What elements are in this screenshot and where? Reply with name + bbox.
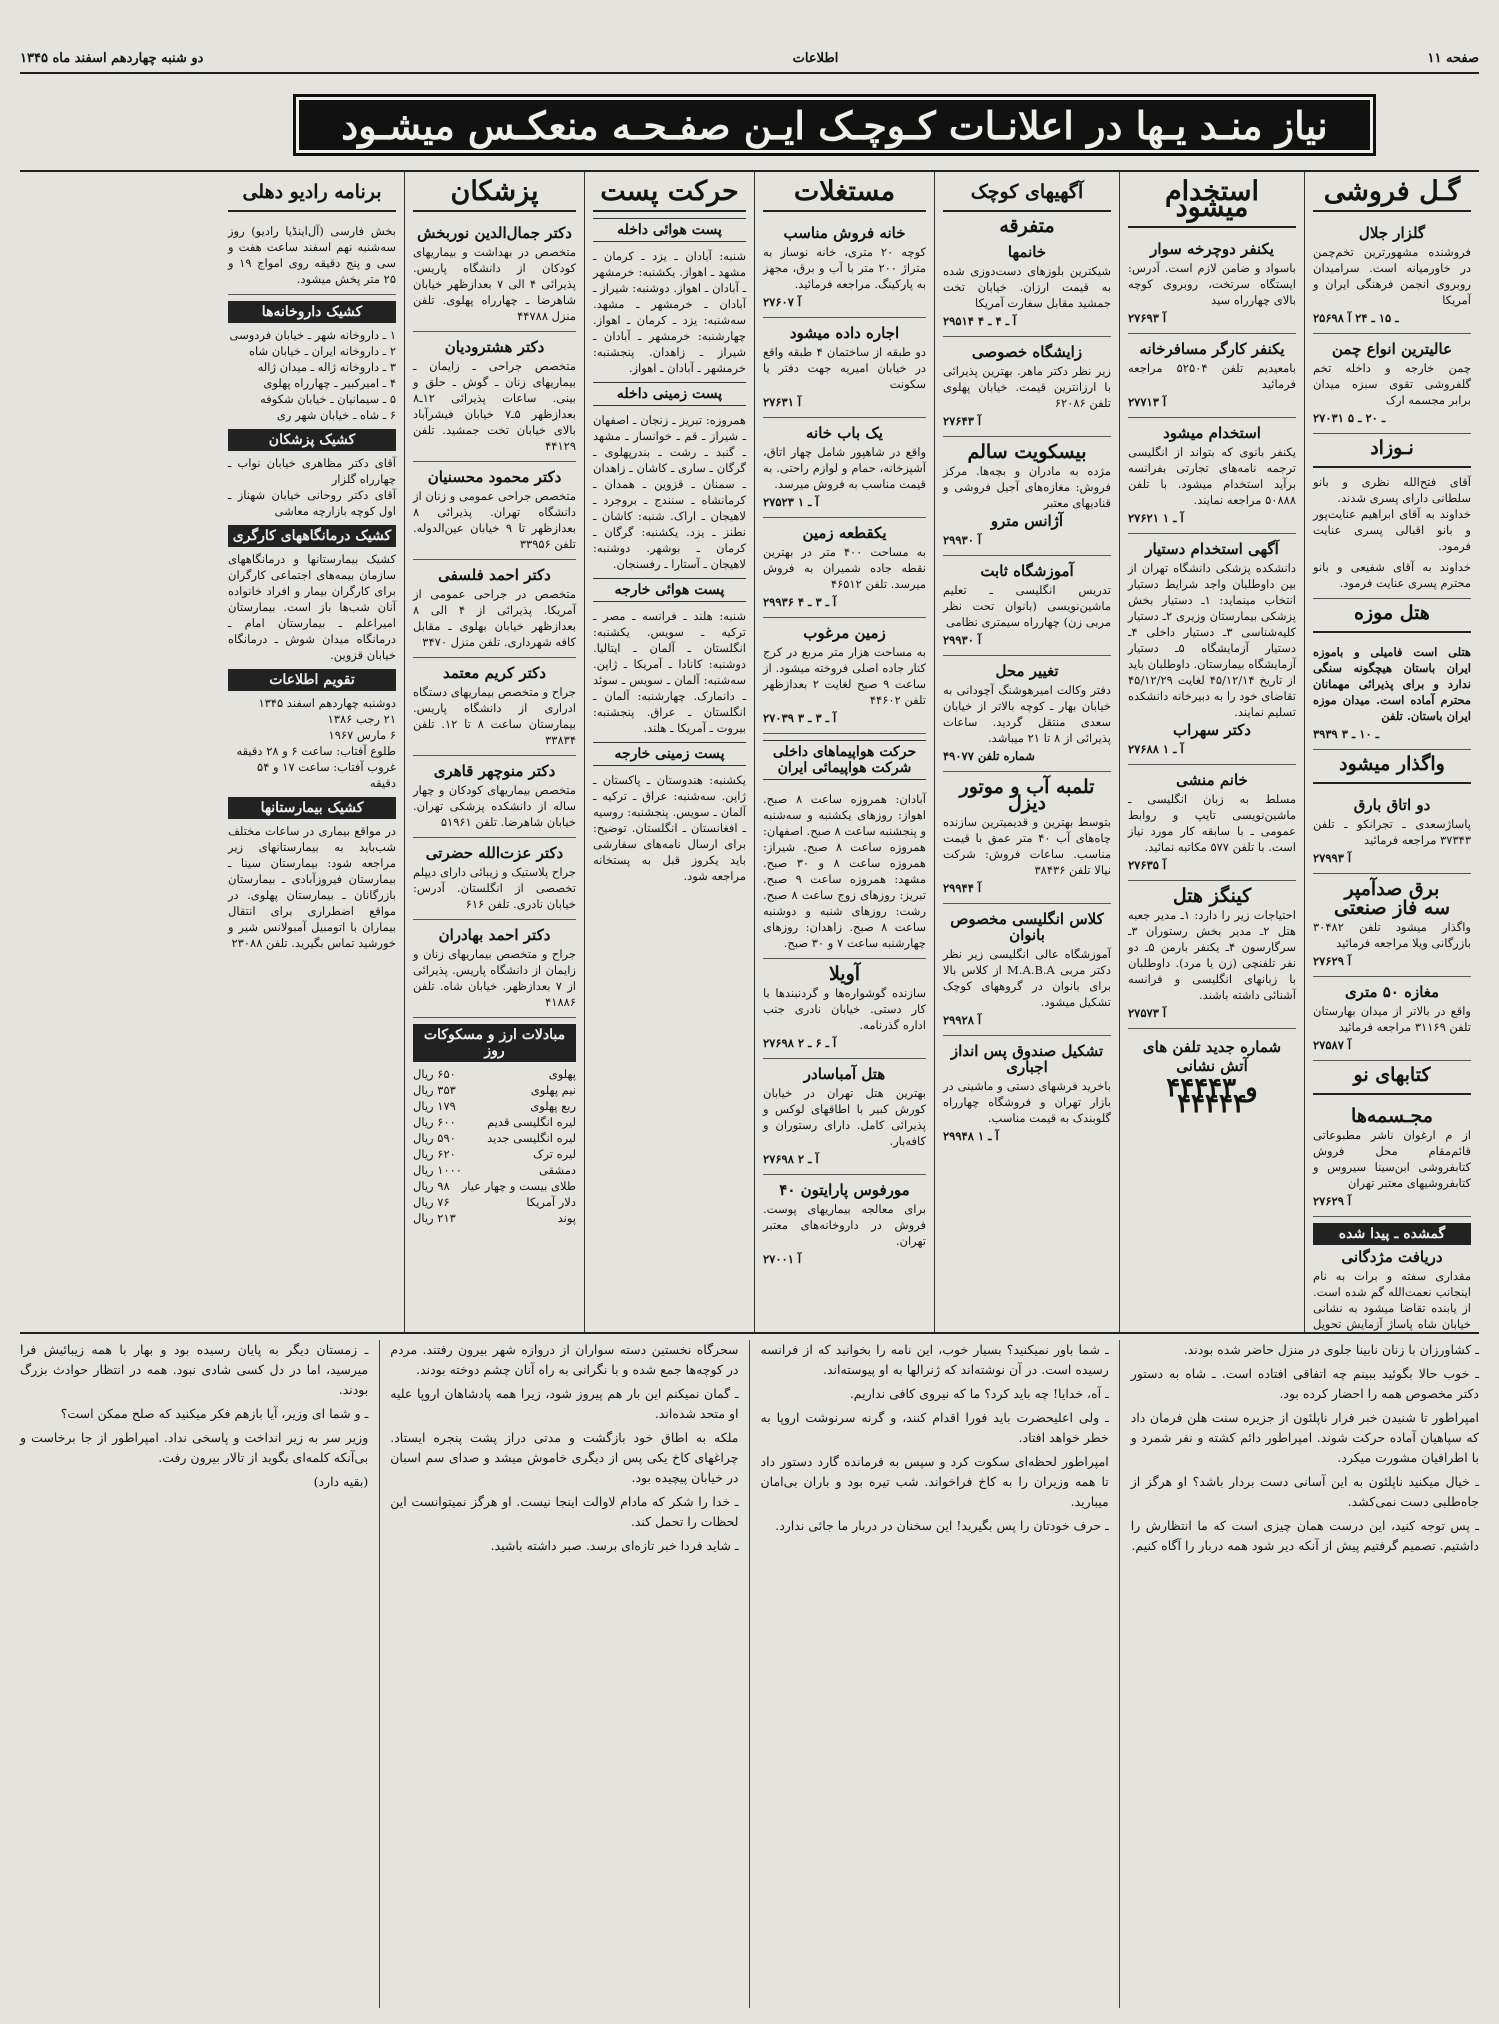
story-paragraph: ـ خدا را شکر که مادام لاوالت اینجا نیست. او هرگز نمیتوانست این لحظات را تحمل کند.: [390, 1494, 739, 1529]
currency-name: نیم پهلوی: [530, 1083, 576, 1097]
ad-heading: زایشگاه خصوصی: [971, 343, 1083, 361]
currency-rate: ۲۱۳ ریال: [413, 1211, 456, 1225]
ad-code: ۲۹۹۳۶ آ ـ ۳ ـ ۴: [763, 595, 837, 609]
ad-item: [1313, 874, 1471, 977]
currency-rate: ۱۰۰۰ ریال: [413, 1163, 462, 1177]
fire-phone-number: ۴۴۴۴۳ و ۴۴۴۴۴: [1166, 1073, 1258, 1119]
ad-text: واقع در شاهپور شامل چهار اتاق، آشپزخانه، حمام و لوازم راحتی. به قیمت مناسب به فروش میرسد.: [763, 445, 926, 491]
story-paragraph: ـ و شما ای وزیر، آیا بازهم فکر میکنید که صلح ممکن است؟: [60, 1406, 369, 1421]
currency-name: دلار آمریکا: [526, 1195, 576, 1209]
ad-heading: بیسکویت سالم: [967, 441, 1087, 463]
story-paragraph: امپراطور لحظه‌ای سکوت کرد و سپس به فرمانده گارد دستور داد تا همه وزیران را به کاخ فراخواند. شب تیره بود و باران بی‌امان میبارید.: [760, 1454, 1109, 1509]
ad-item: [763, 1059, 926, 1175]
ad-code: ۲۷۰۳۱ ـ ۲۰ ـ ۵: [1313, 411, 1386, 425]
pharmacy-item: ۵ ـ سیمانیان ـ خیابان شکوفه: [260, 392, 396, 406]
domestic-land-mail-text: همروزه: تبریز ـ زنجان ـ اصفهان ـ شیراز ـ قم ـ خوانسار ـ مشهد ـ گنبد ـ رشت ـ بندرپهلوی ـ گرگان ـ ساری ـ کاشان ـ زاهدان ـ سمنان ـ قزوین ـ همدان ـ کرمانشاه ـ سنندج ـ بروجرد ـ لاهیجان ـ اراک. شنبه: کاشان ـ نطنز ـ یزد. یکشنبه: گرگان ـ کرمان ـ بوشهر. دوشنبه: لاهیجان ـ آستارا ـ رفسنجان.: [593, 413, 746, 571]
ad-item: [943, 772, 1111, 904]
ad-code: ۲۷۶۴۳ آ: [943, 414, 982, 428]
ad-heading: گلزار جلال: [1358, 224, 1426, 242]
births-title: نـوزاد: [1313, 434, 1471, 468]
pharmacy-item: ۲ ـ داروخانه ایران ـ خیابان شاه: [248, 344, 396, 358]
ad-item: [763, 959, 926, 1059]
doctor-name: دکتر احمد فلسفی: [438, 566, 551, 584]
hospitals-text: در مواقع بیماری در ساعات مختلف شب‌باید به بیمارستانهای زیر مراجعه شود: بیمارستان سینا ـ بیمارستان فیروزآبادی ـ بیمارستان بازرگانان ـ بیمارستان پهلوی. در مواقع اضطراری برای انتقال بیماران با اتومبیل آمبولانس شیر و خورشید تماس بگیرید. تلفن ۲۳۰۸۸: [228, 824, 396, 950]
doctor-details: جراح و متخصص بیماریهای دستگاه ادراری از دانشگاه پاریس. بیمارستان ساعت ۸ تا ۱۲. تلفن ۳۳۸۳۴: [413, 685, 577, 747]
ad-text: چمن خارجه و داخله تخم گلفروشی تقوی سبزه میدان برابر مجسمه ارک: [1313, 361, 1471, 407]
pharmacy-item: ۶ ـ شاه ـ خیابان شهر ری: [276, 408, 396, 422]
foreign-air-mail-text: شنبه: هلند ـ فرانسه ـ مصر ـ ترکیه ـ سویس. یکشنبه: انگلستان ـ آلمان ـ ایتالیا. دوشنبه: کانادا ـ آمریکا ـ ژاپن. سه‌شنبه: آلمان ـ سویس ـ سوئد ـ دانمارک. چهارشنبه: آلمان ـ انگلستان ـ عراق. پنجشنبه: بیروت ـ آمریکا ـ هلند.: [593, 609, 746, 735]
currency-name: پهلوی: [548, 1067, 576, 1081]
birth-note: خداوند به آقای شفیعی و بانو محترم پسری عنایت فرمود.: [1313, 554, 1471, 599]
classified-banner: نیاز منـد یـها در اعلانـات کـوچـک ایـن صفـحـه منعکـس میشـود: [293, 94, 1376, 156]
labor-clinics-title: کشیک درمانگاههای کارگری: [228, 525, 396, 547]
ad-text: احتیاجات زیر را دارد: ۱ـ مدیر جعبه هتل ۲ـ مدیر بخش رستوران ۳ـ سرگارسون ۴ـ یکنفر بارمن ۵ـ دو نفر تلفنچی (زن یا مرد). داوطلبان با زبانهای انگلیسی و فرانسه آشنائی داشته باشند.: [1128, 908, 1296, 1002]
doctor-ad: [413, 756, 576, 838]
calendar-line: غروب آفتاب: ساعت ۱۷ و ۵۴ دقیقه: [257, 760, 396, 790]
hotel-ad: [1313, 639, 1471, 750]
issue-date: دو شنبه چهاردهم اسفند ماه ۱۳۴۵: [20, 50, 204, 66]
ad-item: [763, 1175, 926, 1274]
hospitals-title: کشیک بیمارستانها: [228, 797, 396, 819]
doctor-details: متخصص بیماریهای کودکان و چهار ساله از دانشکده پزشکی تهران. خیابان شاهرضا. تلفن ۵۱۹۶۱: [413, 783, 576, 829]
ad-text: هتلی است فامیلی و باموزه ایران باستان هیچگونه سنگی ندارد و برای پذیرائی مهمانان محترم آماده است. میدان موزه ایران باستان. تلفن: [1313, 645, 1471, 723]
ad-text: بهترین هتل تهران در خیابان کورش کبیر با اطاقهای لوکس و پذیرائی کامل. دارای رستوران و کافه‌بار.: [763, 1086, 926, 1148]
ad-heading: هتل آمباسادر: [803, 1065, 886, 1083]
doctors-on-call-title: کشیک پزشکان: [228, 429, 396, 451]
ad-text: پاساژسعدی ـ تجرانکو ـ تلفن ۳۷۳۴۳ مراجعه فرمائید: [1313, 817, 1471, 847]
pharmacy-item: ۳ ـ داروخانه ژاله ـ میدان ژاله: [257, 360, 396, 374]
doctor-ad: [413, 218, 576, 332]
currency-row: [413, 1146, 576, 1162]
ad-item: [763, 518, 926, 618]
ad-text: به مساحت ۴۰۰ متر در بهترین نقطه جاده شمیران به فروش میرسد. تلفن ۴۶۵۱۲: [763, 545, 926, 591]
doctor-ad: [413, 560, 576, 658]
ad-code: ۲۹۹۲۸ آ: [943, 1013, 982, 1027]
domestic-air-mail-text: شنبه: آبادان ـ یزد ـ کرمان ـ مشهد ـ اهواز. یکشنبه: خرمشهر ـ آبادان ـ اهواز. دوشنبه: شیراز ـ آبادان ـ خرمشهر ـ مشهد. سه‌شنبه: یزد ـ کرمان ـ اهواز. چهارشنبه: خرمشهر ـ آبادان ـ شیراز ـ زاهدان. پنجشنبه: خرمشهر ـ آبادان ـ اهواز.: [593, 249, 746, 375]
currency-rate: ۵۹۰ ریال: [413, 1131, 456, 1145]
ad-heading: مغازه ۵۰ متری: [1344, 983, 1440, 1001]
story-paragraph: ـ زمستان دیگر به پایان رسیده بود و بهار با همه زیبائیش فرا میرسید، اما در دل کسی شادی نبود. همه در انتظار حوادث بزرگ بودند.: [20, 1342, 369, 1397]
ad-text: تدریس انگلیسی ـ تعلیم ماشین‌نویسی (بانوان تحت نظر مربی زن) چهارراه سیمتری نظامی: [943, 583, 1111, 629]
column-title: مستغلات: [763, 178, 926, 212]
radio-schedule: بخش فارسی (آل‌اینڈیا رادیو) روز سه‌شنبه نهم اسفند ساعت هفت و سی و پنج دقیقه روی امواج ۱۹ و ۲۵ متر پخش میشود.: [228, 218, 396, 295]
ad-text: باسواد و ضامن لازم است. آدرس: ایستگاه سرتخت، روبروی کوچه بالای چهارراه سید: [1128, 261, 1296, 307]
doctor-details: متخصص جراحی ـ زایمان ـ بیماریهای زنان ـ گوش ـ حلق و بینی. ساعات پذیرائی ۱۲ـ۸ بعدازظهر ۵ـ۷ خیابان فیشرآباد بالای خیابان تخت جمشید. تلفن ۴۴۱۲۹: [413, 359, 576, 453]
currency-rate: ۶۰۰ ریال: [413, 1115, 456, 1129]
ad-heading: آگهی استخدام دستیار: [1145, 540, 1279, 558]
doctor-name: دکتر کریم معتمد: [443, 664, 546, 682]
domestic-air-mail-title: پست هوائی داخله: [593, 218, 746, 242]
doctor-ad: [413, 658, 576, 756]
ad-text: شیکترین بلوزهای دست‌دوزی شده به قیمت ارزان. خیابان تخت جمشید مقابل سفارت آمریکا: [943, 264, 1111, 310]
ad-item: [943, 556, 1111, 656]
currency-rate: ۱۷۹ ریال: [413, 1099, 456, 1113]
foreign-land-mail-text: یکشنبه: هندوستان ـ پاکستان ـ ژاپن. سه‌شنبه: عراق ـ ترکیه ـ آلمان ـ سویس. پنجشنبه: روسیه ـ افغانستان ـ انگلستان. توضیح: برای ارسال نامه‌های سفارشی باید یکروز قبل به پستخانه مراجعه شود.: [593, 773, 746, 883]
ad-text: دفتر وکالت امیرهوشنگ آچودانی به خیابان بهار ـ کوچه بالاتر از خیابان سعدی منتقل گردید. ساعات پذیرائی از ۸ تا ۲۱ میباشد.: [943, 683, 1111, 745]
ad-code: شماره تلفن ۴۹۰۷۷: [943, 749, 1035, 763]
hotel-title: هتل موزه: [1313, 599, 1471, 633]
ad-item: [1128, 234, 1296, 334]
doctor-details: جراح پلاستیک و زیبائی دارای دیپلم تخصصی از انگلستان. آدرس: خیابان نادری. تلفن ۶۱۶: [413, 865, 576, 911]
ad-heading: آویلا: [828, 963, 861, 985]
birth-note: خداوند به آقای ابراهیم عنایت‌پور و بانو اقبالی پسری عنایت فرمود.: [1313, 507, 1471, 553]
doctor-ad: [413, 462, 576, 560]
ad-code: ۲۷۶۸۸ آ ـ ۱: [1128, 742, 1184, 756]
story-paragraph: ـ خیال میکنید ناپلئون به این آسانی دست بردار باشد؟ او هرگز از جاه‌طلبی دست نمی‌کشد.: [1130, 1474, 1479, 1509]
ad-heading: آژانس مترو: [990, 512, 1064, 530]
rentals-title: واگذار میشود: [1313, 750, 1471, 784]
serial-story: [20, 1340, 1479, 2008]
ad-text: سازنده گوشواره‌ها و گردنبندها با کار دستی. خیابان نادری جنب اداره گذرنامه.: [763, 986, 926, 1032]
paper-name: اطلاعات: [792, 50, 839, 66]
ad-code: ۲۷۶۲۱ آ ـ ۱: [1128, 511, 1184, 525]
ad-code: ۲۹۵۱۴ آ ـ ۴ ـ ۴: [943, 314, 1017, 328]
currency-row: [413, 1114, 576, 1130]
ad-code: ۲۷۰۳۹ آ ـ ۳ ـ ۳: [763, 711, 837, 725]
ad-code: ۲۷۶۲۹ آ: [1313, 954, 1352, 968]
ad-text: آموزشگاه عالی انگلیسی زیر نظر دکتر مربی M.A.B.A از کلاس بالا برای بانوان در گروههای کوچک تشکیل میشود.: [943, 947, 1111, 1009]
ad-item: [1128, 334, 1296, 418]
doctor-ad: [413, 920, 576, 1018]
ad-item: [943, 656, 1111, 772]
ad-text: بامعیدیم تلفن ۵۲۵۰۴ مراجعه فرمائید: [1128, 361, 1296, 391]
ad-text: مژده به مادران و بچه‌ها. مرکز فروش: مغازه‌های آجیل فروشی و قنادیهای معتبر: [943, 464, 1111, 510]
currency-name: ربع پهلوی: [530, 1099, 576, 1113]
story-paragraph: ـ شاید فردا خبر تازه‌ای برسد. صبر داشته باشید.: [490, 1538, 739, 1553]
ad-heading: یکقطعه زمین: [802, 524, 887, 542]
ad-heading: سه فاز صنعتی: [1334, 897, 1450, 919]
doctor-name: دکتر هشترودیان: [444, 338, 545, 356]
ad-code: ۳۹۳۹ ـ ۱۰ ـ ۳: [1313, 727, 1380, 741]
fire-dept-label: آتش نشانی: [1176, 1057, 1248, 1075]
ad-text: بتوسط بهترین و قدیمیترین سازنده چاه‌های آب ۴۰ متر عمق با قیمت مناسب. ساعات فروش: شرکت نیالا تلفن ۳۸۴۳۶: [943, 815, 1111, 877]
lost-found-title: گمشده ـ پیدا شده: [1313, 1223, 1471, 1245]
column-title: استخدام میشود: [1128, 178, 1296, 228]
foreign-air-mail-title: پست هوائی خارجه: [593, 578, 746, 602]
ad-text: واگذار میشود تلفن ۳۰۴۸۲ بازرگانی ویلا مراجعه فرمائید: [1313, 920, 1471, 950]
ad-heading: دو اتاق بارق: [1353, 796, 1431, 814]
ad-code: ۲۷۵۸۷ آ: [1313, 1038, 1352, 1052]
ad-heading: دریافت مژدگانی: [1341, 1248, 1443, 1266]
ad-item: [1128, 765, 1296, 881]
ad-item: [943, 904, 1111, 1036]
domestic-flights-text: آبادان: همروزه ساعت ۸ صبح. اهواز: روزهای یکشنبه و سه‌شنبه و پنجشنبه ساعت ۸ صبح. اصفهان: همروزه ساعت ۸ صبح. شیراز: همروزه ساعت ۸ و ۳۰ صبح. مشهد: همروزه ساعت ۹ صبح. تبریز: روزهای زوج ساعت ۸ صبح. رشت: روزهای شنبه و دوشنبه ساعت ۸ صبح. زاهدان: روزهای چهارشنبه ساعت ۷ و ۳۰ صبح.: [763, 786, 926, 959]
ad-heading: زمین مرغوب: [803, 624, 886, 642]
ad-item: [1313, 218, 1471, 334]
currency-row: [413, 1162, 576, 1178]
column-title: آگهیهای کوچک: [943, 178, 1111, 212]
ad-heading: خانمها: [1007, 243, 1047, 261]
ad-text: مقداری سفته و برات به نام اینجانب نعمت‌الله گم شده است. از یابنده تقاضا میشود به نشانی خیابان شاه پاساژ آزمایش تحویل: [1313, 1269, 1471, 1331]
column-post: [584, 172, 754, 1332]
doctor-details: متخصص در بهداشت و بیماریهای کودکان از دانشگاه پاریس. پذیرائی ۴ الی ۷ بعدازظهر خیابان شاهرضا ـ چهارراه پهلوی. تلفن منزل ۴۴۷۸۸: [413, 245, 576, 323]
ad-code: ۲۷۰۰۱ آ: [763, 1252, 802, 1266]
fire-phone-heading: شماره جدید تلفن های: [1142, 1038, 1282, 1056]
column-employment: [1119, 172, 1304, 1332]
column-title: پزشکان: [413, 178, 576, 212]
ad-text: دو طبقه از ساختمان ۴ طبقه واقع در خیابان امیریه جهت دفتر یا سکونت: [763, 345, 926, 391]
ad-item: [1128, 418, 1296, 534]
ad-heading: خانه فروش مناسب: [783, 224, 906, 242]
calendar-title: تقویم اطلاعات: [228, 669, 396, 691]
ad-heading: تلمبه آب و موتور دیزل: [959, 776, 1095, 814]
currency-name: پوند: [557, 1211, 576, 1225]
currency-row: [413, 1098, 576, 1114]
ad-code: ۲۷۶۹۳ آ: [1128, 311, 1167, 325]
ad-code: ۲۹۹۳۰ آ: [943, 533, 982, 547]
currency-title: مبادلات ارز و مسکوکات روز: [413, 1024, 576, 1062]
ad-code: ۲۹۹۳۰ آ: [943, 633, 982, 647]
story-paragraph: ـ حرف خودتان را پس بگیرید! این سخنان در دربار ما جائی ندارد.: [775, 1518, 1109, 1533]
ad-heading: یکنفر کارگر مسافرخانه: [1139, 340, 1285, 358]
currency-rate: ۹۸ ریال: [413, 1179, 450, 1193]
books-title: کتابهای نو: [1313, 1061, 1471, 1095]
ad-heading: مورفوس پارایتون ۴۰: [779, 1181, 910, 1199]
column-doctors: [404, 172, 584, 1332]
currency-name: طلای بیست و چهار عیار: [461, 1179, 576, 1193]
doctor-details: متخصص جراحی عمومی و زنان از دانشگاه تهران. پذیرائی ۸ بعدازظهر تا ۹ خیابان عین‌الدوله. تلفن ۳۳۹۵۶: [413, 489, 576, 551]
birth-note: آقای فتح‌الله نظری و بانو سلطانی دارای پسری شدند.: [1313, 475, 1471, 505]
story-paragraph: وزیر سر به زیر انداخت و پاسخی نداد. امپراطور از جا برخاست و بی‌آنکه کلمه‌ای بگوید از تالار بیرون رفت.: [20, 1430, 369, 1465]
story-paragraph: ـ خوب حالا بگوئید ببینم چه اتفاقی افتاده است. ـ شاه به دستور دکتر مخصوص همه را احضار کرده بود.: [1130, 1366, 1479, 1401]
story-paragraph: ـ شما باور نمیکنید؟ بسیار خوب، این نامه را بخوانید که از فرانسه رسیده است. در آن نوشته‌اند که ژنرالها به او پیوسته‌اند.: [760, 1342, 1109, 1377]
ad-item: [1313, 1101, 1471, 1217]
ad-item: [1128, 534, 1296, 765]
ad-text: فروشنده مشهورترین تخم‌چمن در خاورمیانه است. سرامیدان روبروی انجمن فرهنگی ایران و آمریکا: [1313, 245, 1471, 307]
ad-heading: تشکیل صندوق پس انداز اجباری: [950, 1042, 1104, 1076]
ad-heading: اجاره داده میشود: [789, 324, 900, 342]
ad-heading: مجـسمه‌ها: [1351, 1105, 1433, 1127]
currency-rate: ۳۵۳ ریال: [413, 1083, 456, 1097]
ad-code: ۲۷۶۹۸ آ ـ ۲: [763, 1152, 819, 1166]
doctor-name: دکتر عزت‌الله حضرتی: [425, 844, 564, 862]
ad-heading: دکتر سهراب: [1173, 721, 1251, 739]
currency-row: [413, 1194, 576, 1210]
ad-heading: آموزشگاه ثابت: [980, 562, 1074, 580]
ad-item: [1313, 790, 1471, 874]
ad-item: [1128, 881, 1296, 1029]
currency-name: دمشقی: [539, 1163, 576, 1177]
column-title: برنامه رادیو دهلی: [228, 178, 396, 212]
ad-code: ۲۷۶۲۹ آ: [1313, 1194, 1352, 1208]
ad-item: [763, 318, 926, 418]
ad-text: کوچه ۲۰ متری، خانه نوساز به متراژ ۲۰۰ متر با آب و برق، مجهز به پارکینگ. مراجعه فرمائید.: [763, 245, 926, 291]
ad-item: [943, 1036, 1111, 1151]
ad-item: [1313, 334, 1471, 434]
story-paragraph: امپراطور تا شنیدن خبر فرار ناپلئون از جزیره سنت هلن فرمان داد که سپاهیان آماده حرکت شوند. امپراطور دائم کشته و نفر شمرد و با اطرافیان مشورت میکرد.: [1130, 1410, 1479, 1465]
story-paragraph: ـ پس توجه کنید، این درست همان چیزی است که ما انتظارش را داشتیم. تصمیم گرفتیم پیش از آنکه دیر شود همه دربار را آگاه کنیم.: [1130, 1518, 1479, 1553]
page-number: صفحه ۱۱: [1427, 50, 1479, 66]
ad-code: ۲۷۵۷۳ آ: [1128, 1006, 1167, 1020]
ad-text: دانشکده پزشکی دانشگاه تهران از بین داوطلبان واجد شرایط دستیار انتخاب مینماید: ۱ـ دستیار بخش پزشکی بیمارستان وزیری ۲ـ دستیار کلیه‌شناسی ۳ـ دستیار داخلی ۴ـ دستیار آزمایشگاه ۵ـ دستیار آزمایشگاه بیمارستان. داوطلبان باید از تاریخ ۴۵/۱۲/۱۴ لغایت ۴۵/۱۲/۲۹ تقاضای خود را به دبیرخانه دانشکده تسلیم نمایند.: [1128, 561, 1297, 719]
pharmacies-title: کشیک داروخانه‌ها: [228, 301, 396, 323]
currency-row: [413, 1178, 576, 1194]
story-paragraph: سحرگاه نخستین دسته سواران از دروازه شهر بیرون رفتند. مردم در کوچه‌ها جمع شده و با نگرانی به راه آنان چشم دوخته بودند.: [390, 1342, 739, 1377]
ad-heading: تغییر محل: [995, 662, 1059, 680]
domestic-flights-title: حرکت هواپیماهای داخلی شرکت هواپیمائی ایران: [763, 740, 926, 780]
labor-clinics-text: کشیک بیمارستانها و درمانگاههای سازمان بیمه‌های اجتماعی کارگران برای کارگران بیمار و افراد خانواده آنان شب‌ها باز است. بیمارستان امیراعلم ـ بیمارستان امام ـ درمانگاه میدان شوش ـ درمانگاه خیابان قزوین.: [228, 552, 396, 662]
doctor-ad: [413, 838, 576, 920]
story-paragraph: (بقیه دارد): [313, 1474, 369, 1489]
story-paragraph: ـ ولی اعلیحضرت باید فورا اقدام کنند، و گرنه سرنوشت اروپا به خطر خواهد افتاد.: [760, 1410, 1109, 1445]
calendar-line: دوشنبه چهاردهم اسفند ۱۳۴۵: [258, 696, 396, 710]
column-title: گـل فروشی: [1313, 178, 1471, 212]
ad-text: زیر نظر دکتر ماهر. بهترین پذیرائی با ارزانترین قیمت. خیابان پهلوی تلفن ۶۲۰۸۶: [943, 364, 1111, 410]
ad-item: [943, 337, 1111, 437]
ad-code: ۲۷۶۳۱ آ: [763, 395, 802, 409]
currency-row: [413, 1210, 576, 1226]
column-services: [220, 172, 404, 1332]
ad-code: ۲۵۶۹۸ ـ ۱۵ ـ ۲۴ آ: [1313, 311, 1399, 325]
foreign-land-mail-title: پست زمینی خارجه: [593, 742, 746, 766]
ad-code: ۲۷۷۱۳ آ: [1128, 395, 1167, 409]
column-title: حرکت پست: [593, 178, 746, 212]
ad-item: [943, 237, 1111, 337]
ad-code: ۲۷۶۹۸ آ ـ ۶ ـ ۲: [763, 1036, 837, 1050]
doctor-name: دکتر جمال‌الدین نوربخش: [417, 224, 572, 242]
doctor-ad: [413, 332, 576, 462]
story-paragraph: ـ گمان نمیکنم این بار هم پیروز شود، زیرا همه پادشاهان اروپا علیه او متحد شده‌اند.: [390, 1386, 739, 1421]
doctor-name: دکتر محمود محسنیان: [427, 468, 562, 486]
pharmacy-item: ۱ ـ داروخانه شهر ـ خیابان فردوسی: [229, 328, 396, 342]
currency-rate: ۶۲۰ ریال: [413, 1147, 456, 1161]
currency-rate: ۷۶ ریال: [413, 1195, 450, 1209]
column-flowers: [1304, 172, 1479, 1332]
ad-heading: خانم منشی: [1176, 771, 1248, 789]
ad-text: برای معالجه بیماریهای پوست. فروش در داروخانه‌های معتبر تهران.: [763, 1202, 926, 1248]
currency-name: لیره ترک: [533, 1147, 576, 1161]
ad-text: باخرید فرشهای دستی و ماشینی در بازار تهران و فروشگاه چهارراه گلوبندک به قیمت مناسب.: [943, 1079, 1111, 1125]
ad-heading: کلاس انگلیسی مخصوص بانوان: [950, 910, 1104, 944]
pharmacy-item: ۴ ـ امیرکبیر ـ چهارراه پهلوی: [263, 376, 396, 390]
currency-name: لیره انگلیسی جدید: [487, 1131, 576, 1145]
currency-row: [413, 1066, 576, 1082]
ad-heading: برق صدآمپر: [1344, 878, 1440, 900]
doctor-on-call: آقای دکتر مظاهری خیابان نواب ـ چهارراه گلزار: [228, 456, 396, 486]
ad-code: ۲۹۹۴۴ آ: [943, 881, 982, 895]
classified-grid: [20, 170, 1479, 1334]
doctor-name: دکتر احمد بهادران: [438, 926, 551, 944]
currency-name: لیره انگلیسی قدیم: [487, 1115, 576, 1129]
ad-code: ۲۷۶۰۷ آ: [763, 295, 802, 309]
story-paragraph: ملکه به اطاق خود بازگشت و مدتی دراز پشت پنجره ایستاد. چراغهای کاخ یکی پس از دیگری خاموش میشد و صدای سم اسبان در خیابان پیچیده بود.: [390, 1430, 739, 1485]
calendar-line: ۲۱ رجب ۱۳۸۶: [327, 712, 396, 726]
ad-heading: کینگز هتل: [1172, 885, 1252, 907]
column-subtitle: متفرقه: [999, 215, 1055, 237]
ad-code: ۲۷۹۹۳ آ: [1313, 851, 1352, 865]
ad-code: ۲۷۵۲۳ آ ـ ۱: [763, 495, 819, 509]
ad-text: به مساحت هزار متر مربع در کرج کنار جاده اصلی فروخته میشود. از ساعت ۹ صبح لغایت ۲ بعدازظهر تلفن ۴۴۶۰۲: [763, 645, 926, 707]
currency-rate: ۶۵۰ ریال: [413, 1067, 456, 1081]
domestic-land-mail-title: پست زمینی داخله: [593, 382, 746, 406]
ad-heading: یک باب خانه: [806, 424, 883, 442]
story-paragraph: ـ آه، خدایا! چه باید کرد؟ ما که نیروی کافی نداریم.: [849, 1386, 1109, 1401]
ad-text: واقع در بالاتر از میدان بهارستان تلفن ۳۱۱۶۹ مراجعه فرمائید: [1313, 1004, 1471, 1034]
ad-code: ۲۹۹۴۸ آ ـ ۱: [943, 1129, 999, 1143]
ad-text: یکنفر بانوی که بتواند از انگلیسی ترجمه نامه‌های تجارتی بفرانسه برآید استخدام میشود. با تلفن ۵۰۸۸۸ مراجعه نمایند.: [1128, 445, 1296, 507]
ad-heading: یکنفر دوچرخه سوار: [1150, 240, 1274, 258]
ad-text: مسلط به زبان انگلیسی ـ ماشین‌نویسی تایپ و روابط عمومی ـ با سابقه کار مورد نیاز است. با تلفن ۵۷۷ مکاتبه نمائید.: [1128, 792, 1296, 854]
calendar-line: طلوع آفتاب: ساعت ۶ و ۲۸ دقیقه: [236, 744, 396, 758]
currency-row: [413, 1130, 576, 1146]
ad-text: از م ارغوان ناشر مطبوعاتی قائم‌مقام محل فروش کتابفروشی ابن‌سینا سیروس و کتابفروشیهای معتبر تهران: [1313, 1128, 1471, 1190]
ad-item: [943, 437, 1111, 556]
doctor-details: متخصص در جراحی عمومی از آمریکا. پذیرائی از ۴ الی ۸ بعدازظهر خیابان بهلوی ـ مقابل کافه شهرداری. تلفن منزل ۳۴۷۰: [413, 587, 576, 649]
page-header: [20, 44, 1479, 74]
doctor-details: جراح و متخصص بیماریهای زنان و زایمان از دانشگاه پاریس. پذیرائی از ۷ بعدازظهر. خیابان شاه. تلفن ۴۱۸۸۶: [413, 947, 577, 1009]
ad-heading: استخدام میشود: [1163, 424, 1261, 442]
column-misc: [934, 172, 1119, 1332]
ad-item: [763, 618, 926, 734]
doctor-on-call: آقای دکتر روحانی خیابان شهناز ـ اول کوچه بازارچه معاشی: [228, 488, 396, 518]
ad-heading: عالیترین انواع چمن: [1331, 340, 1453, 358]
story-paragraph: ـ کشاورزان با زنان نابینا جلوی در منزل حاضر شده بودند.: [1183, 1342, 1479, 1357]
currency-row: [413, 1082, 576, 1098]
ad-code: ۲۷۶۳۵ آ: [1128, 858, 1167, 872]
ad-item: [763, 418, 926, 518]
column-real-estate: [754, 172, 934, 1332]
ad-item: [763, 218, 926, 318]
doctor-name: دکتر منوچهر قاهری: [433, 762, 556, 780]
ad-item: [1313, 977, 1471, 1061]
calendar-line: ۶ مارس ۱۹۶۷: [328, 728, 396, 742]
